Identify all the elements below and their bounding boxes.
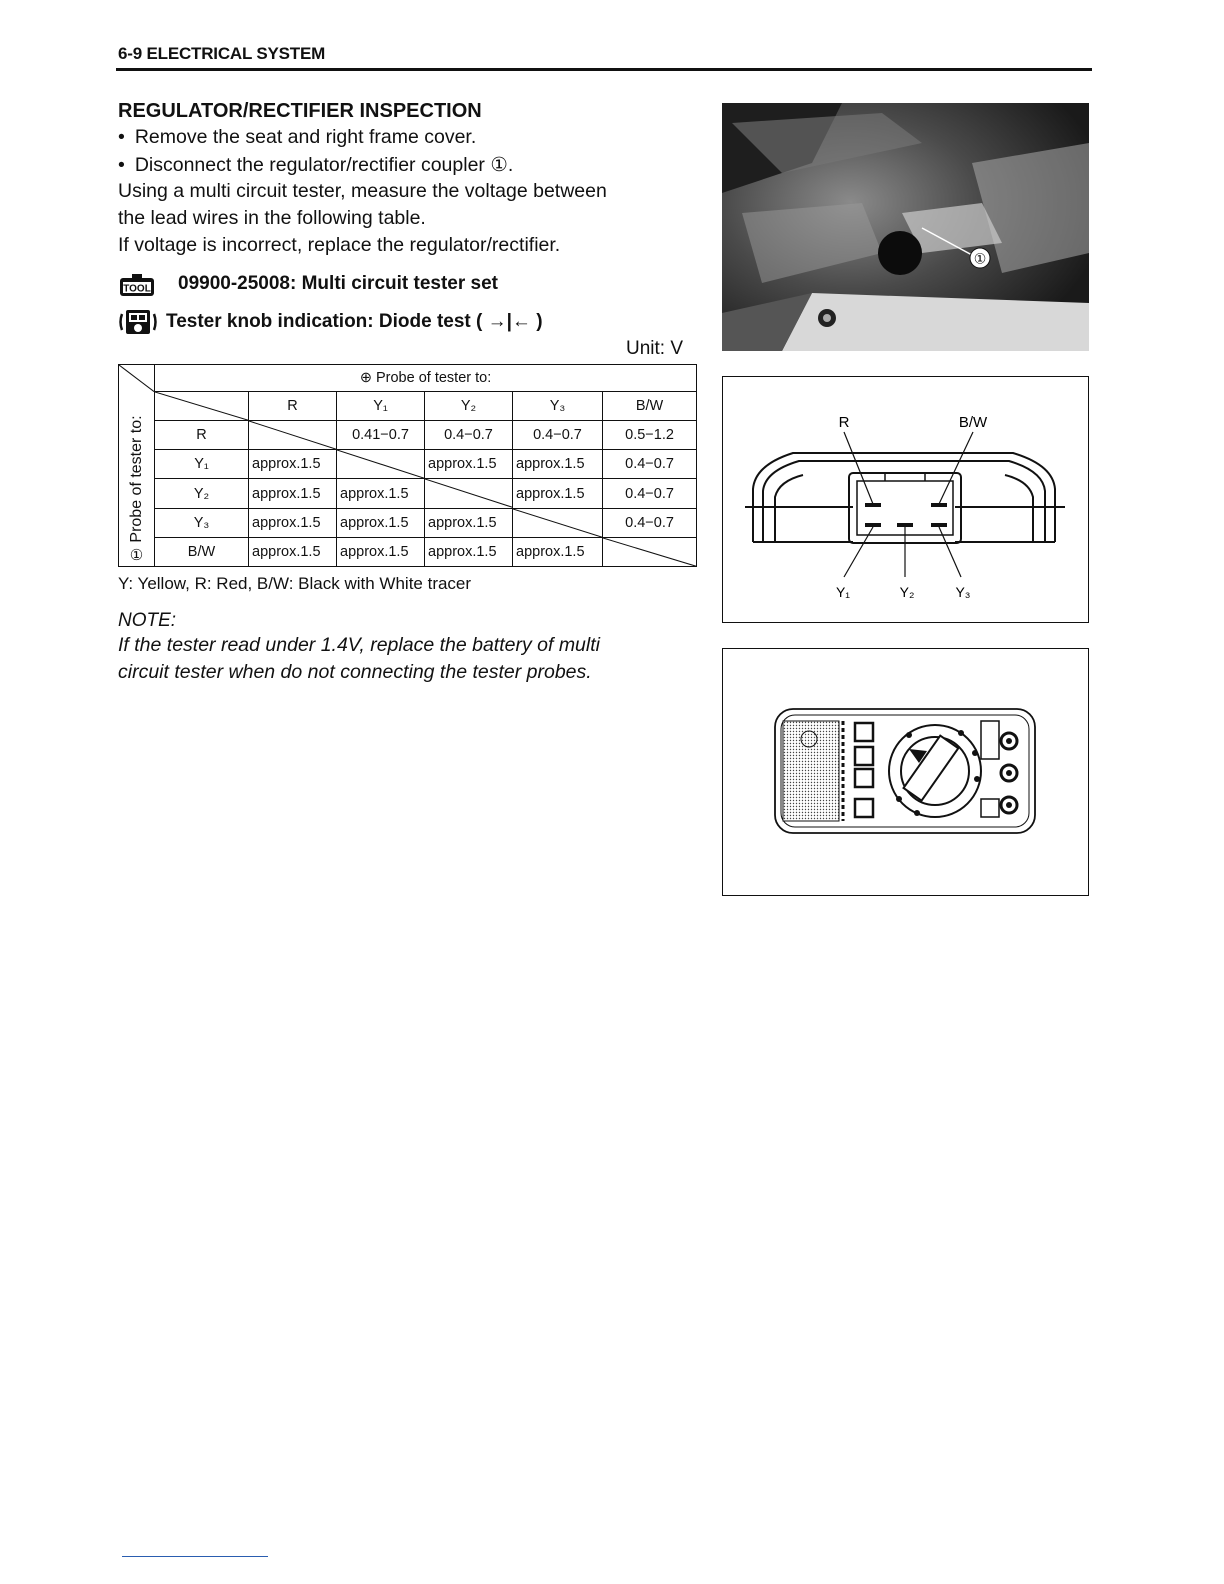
- col-header-y1: Y₁: [337, 392, 425, 421]
- diagonal-cell: [513, 508, 603, 537]
- negative-probe-symbol: ①: [129, 547, 144, 564]
- regulator-photo: [722, 103, 1089, 351]
- tool-icon: [118, 271, 170, 297]
- knob-text: Tester knob indication: Diode test ( →|← ): [166, 311, 543, 332]
- note-heading: NOTE:: [118, 610, 177, 631]
- diagonal-cell: [249, 421, 337, 450]
- table-cell: 0.5−1.2: [603, 421, 697, 450]
- table-row: [119, 450, 697, 479]
- row-header-bw: B/W: [155, 537, 249, 566]
- corner-cell: [119, 365, 155, 392]
- bullet-disconnect-coupler: • Disconnect the regulator/rectifier coupler ①.: [118, 153, 513, 177]
- unit-label: Unit: V: [626, 338, 684, 359]
- positive-probe-header: ⊕ Probe of tester to:: [155, 365, 697, 392]
- header-rule: [116, 68, 1092, 71]
- diagonal-cell: [603, 537, 697, 566]
- table-cell: 0.4−0.7: [425, 421, 513, 450]
- table-cell: approx.1.5: [513, 479, 603, 508]
- connector-label-bw: B/W: [958, 414, 988, 431]
- connector-label-y2: Y₂: [899, 584, 915, 600]
- row-header-r: R: [155, 421, 249, 450]
- table-cell: approx.1.5: [337, 537, 425, 566]
- negative-probe-label: Probe of tester to:: [127, 415, 145, 543]
- tool-line: [118, 271, 498, 297]
- header-diagonal-cell: [155, 392, 249, 421]
- diagonal-cell: [425, 479, 513, 508]
- body-line-3: If voltage is incorrect, replace the regulator/rectifier.: [118, 234, 561, 256]
- table-cell: approx.1.5: [513, 537, 603, 566]
- negative-probe-header: [119, 392, 155, 567]
- table-row: [119, 537, 697, 566]
- tool-text: 09900-25008: Multi circuit tester set: [178, 273, 498, 294]
- table-cell: approx.1.5: [249, 537, 337, 566]
- connector-label-y3: Y₃: [955, 584, 971, 600]
- page-header: 6-9 ELECTRICAL SYSTEM: [118, 44, 326, 63]
- connector-label-r: R: [838, 414, 850, 431]
- body-line-2: the lead wires in the following table.: [118, 207, 426, 229]
- note-line-2: circuit tester when do not connecting the tester probes.: [118, 661, 592, 683]
- connector-diagram: [722, 376, 1089, 623]
- voltage-table: [118, 364, 697, 567]
- table-cell: approx.1.5: [337, 479, 425, 508]
- note-line-1: If the tester read under 1.4V, replace the battery of multi: [118, 634, 600, 656]
- row-header-y3: Y₃: [155, 508, 249, 537]
- table-cell: approx.1.5: [249, 450, 337, 479]
- multi-tester-illustration: [722, 648, 1089, 896]
- table-cell: approx.1.5: [249, 508, 337, 537]
- bullet-remove-seat: • Remove the seat and right frame cover.: [118, 126, 476, 149]
- photo-callout: ①: [973, 251, 987, 268]
- tester-knob-icon: [118, 308, 158, 336]
- table-cell: 0.4−0.7: [603, 479, 697, 508]
- table-cell: 0.4−0.7: [603, 508, 697, 537]
- table-cell: approx.1.5: [513, 450, 603, 479]
- table-cell: approx.1.5: [425, 450, 513, 479]
- tool-icon-label: TOOL: [123, 283, 151, 295]
- table-cell: approx.1.5: [425, 537, 513, 566]
- col-header-r: R: [249, 392, 337, 421]
- table-row: [119, 508, 697, 537]
- section-title: REGULATOR/RECTIFIER INSPECTION: [118, 100, 482, 122]
- row-header-y2: Y₂: [155, 479, 249, 508]
- table-row: [119, 421, 697, 450]
- col-header-bw: B/W: [603, 392, 697, 421]
- knob-line: [118, 308, 543, 336]
- table-cell: approx.1.5: [249, 479, 337, 508]
- color-legend: Y: Yellow, R: Red, B/W: Black with White tracer: [118, 574, 472, 593]
- table-cell: approx.1.5: [425, 508, 513, 537]
- table-cell: 0.4−0.7: [603, 450, 697, 479]
- diagonal-cell: [337, 450, 425, 479]
- table-cell: 0.41−0.7: [337, 421, 425, 450]
- body-line-1: Using a multi circuit tester, measure the voltage between: [118, 180, 607, 202]
- col-header-y2: Y₂: [425, 392, 513, 421]
- table-row: [119, 479, 697, 508]
- table-cell: approx.1.5: [337, 508, 425, 537]
- row-header-y1: Y₁: [155, 450, 249, 479]
- connector-label-y1: Y₁: [835, 584, 851, 600]
- footer-rule: [122, 1556, 268, 1557]
- table-cell: 0.4−0.7: [513, 421, 603, 450]
- col-header-y3: Y₃: [513, 392, 603, 421]
